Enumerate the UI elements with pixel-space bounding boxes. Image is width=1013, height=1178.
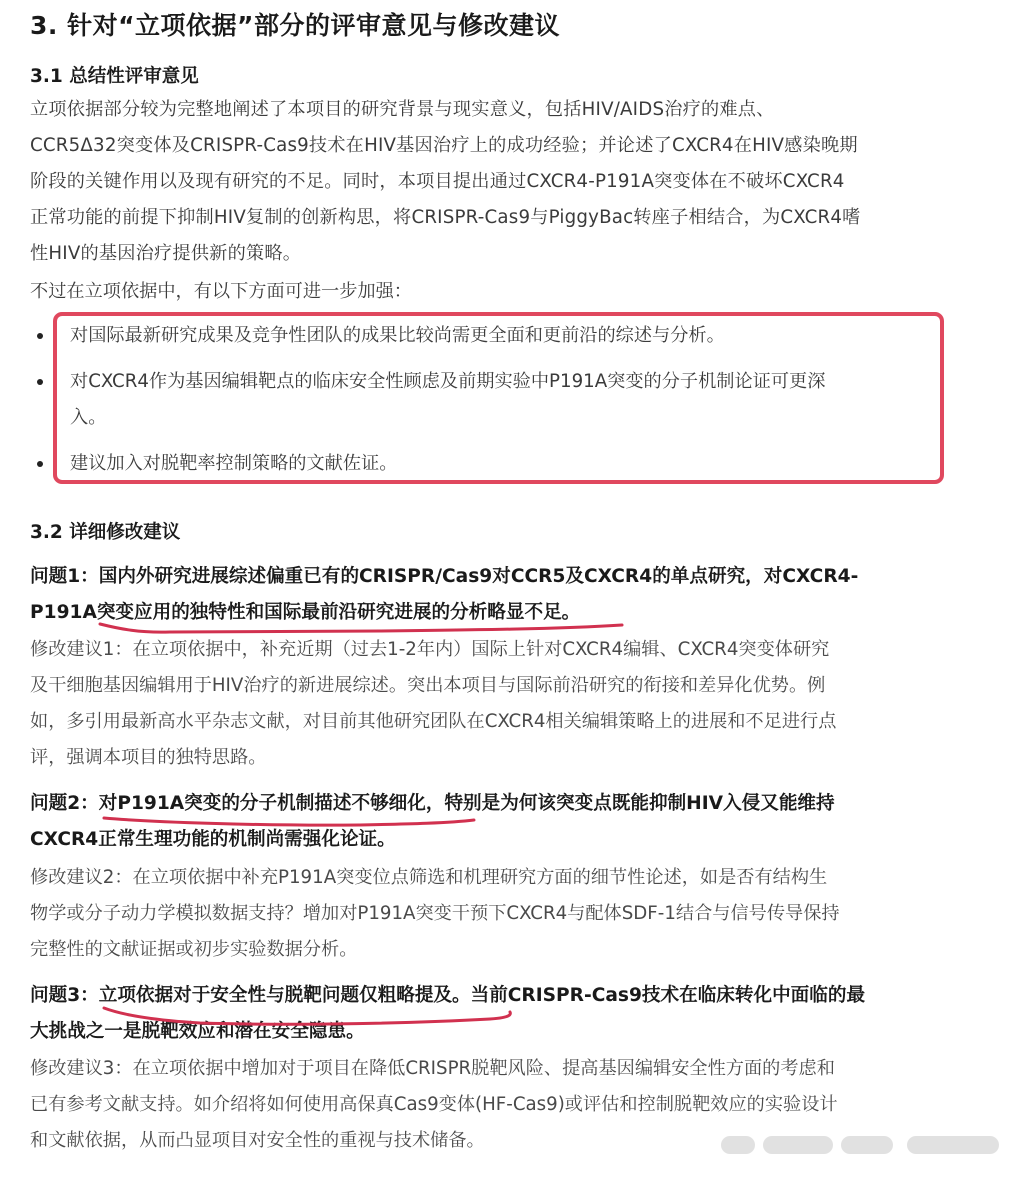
issue-title: 问题3：立项依据对于安全性与脱靶问题仅粗略提及。当前CRISPR-Cas9技术在临床转化中面临的最 [30, 985, 866, 1006]
list-item [30, 364, 930, 400]
list-item-text: 对国际最新研究成果及竞争性团队的成果比较尚需更全面和更前沿的综述与分析。 [70, 325, 725, 346]
section-heading: 3. 针对“立项依据”部分的评审意见与修改建议 [30, 11, 560, 40]
suggestion-line: 及干细胞基因编辑用于HIV治疗的新进展综述。突出本项目与国际前沿研究的衔接和差异化优势。例 [30, 675, 826, 696]
summary-line: 性HIV的基因治疗提供新的策略。 [30, 243, 302, 264]
issue-title: 问题1：国内外研究进展综述偏重已有的CRISPR/Cas9对CCR5及CXCR4的单点研究，对CXCR4- [30, 566, 859, 587]
bullet-icon [37, 333, 43, 339]
list-item-text: 对CXCR4作为基因编辑靶点的临床安全性顾虑及前期实验中P191A突变的分子机制论证可更深 [70, 371, 826, 392]
bullet-icon [37, 379, 43, 385]
suggestion-line: 和文献依据，从而凸显项目对安全性的重视与技术储备。 [30, 1130, 485, 1151]
detail-subheading: 3.2 详细修改建议 [30, 522, 181, 543]
suggestion-line: 物学或分子动力学模拟数据支持？增加对P191A突变干预下CXCR4与配体SDF-1结合与信号传导保持 [30, 903, 840, 924]
list-item-text: 入。 [70, 407, 107, 428]
issue-title: 大挑战之一是脱靶效应和潜在安全隐患。 [30, 1021, 365, 1042]
summary-line: 正常功能的前提下抑制HIV复制的创新构思，将CRISPR-Cas9与PiggyBac转座子相结合，为CXCR4嗜 [30, 207, 861, 228]
summary-line: CCR5Δ32突变体及CRISPR-Cas9技术在HIV基因治疗上的成功经验；并论述了CXCR4在HIV感染晚期 [30, 135, 858, 156]
list-item-text: 建议加入对脱靶率控制策略的文献佐证。 [70, 453, 398, 474]
issue-title: P191A突变应用的独特性和国际最前沿研究进展的分析略显不足。 [30, 602, 581, 623]
suggestion-line: 完整性的文献证据或初步实验数据分析。 [30, 939, 358, 960]
summary-line: 立项依据部分较为完整地阐述了本项目的研究背景与现实意义，包括HIV/AIDS治疗的难点、 [30, 99, 775, 120]
suggestion-line: 修改建议1：在立项依据中，补充近期（过去1-2年内）国际上针对CXCR4编辑、CXCR4突变体研究 [30, 639, 830, 660]
summary-line: 阶段的关键作用以及现有研究的不足。同时，本项目提出通过CXCR4-P191A突变体在不破坏CXCR4 [30, 171, 845, 192]
list-item [30, 318, 930, 364]
improvement-list [30, 318, 930, 482]
issue-title: 问题2：对P191A突变的分子机制描述不够细化，特别是为何该突变点既能抑制HIV入侵又能维持 [30, 793, 835, 814]
suggestion-line: 修改建议2：在立项依据中补充P191A突变位点筛选和机理研究方面的细节性论述，如是否有结构生 [30, 867, 828, 888]
suggestion-line: 已有参考文献支持。如介绍将如何使用高保真Cas9变体(HF-Cas9)或评估和控制脱靶效应的实验设计 [30, 1094, 838, 1115]
summary-subheading: 3.1 总结性评审意见 [30, 66, 199, 87]
blurred-watermark [721, 1132, 999, 1158]
suggestion-line: 评，强调本项目的独特思路。 [30, 747, 267, 768]
suggestion-line: 如，多引用最新高水平杂志文献，对目前其他研究团队在CXCR4相关编辑策略上的进展和不足进行点 [30, 711, 837, 732]
list-item [30, 446, 930, 482]
suggestion-line: 修改建议3：在立项依据中增加对于项目在降低CRISPR脱靶风险、提高基因编辑安全性方面的考虑和 [30, 1058, 835, 1079]
improvement-intro: 不过在立项依据中，有以下方面可进一步加强： [30, 281, 412, 302]
bullet-icon [37, 461, 43, 467]
issue-title: CXCR4正常生理功能的机制尚需强化论证。 [30, 829, 396, 850]
list-item-continuation [30, 400, 930, 446]
